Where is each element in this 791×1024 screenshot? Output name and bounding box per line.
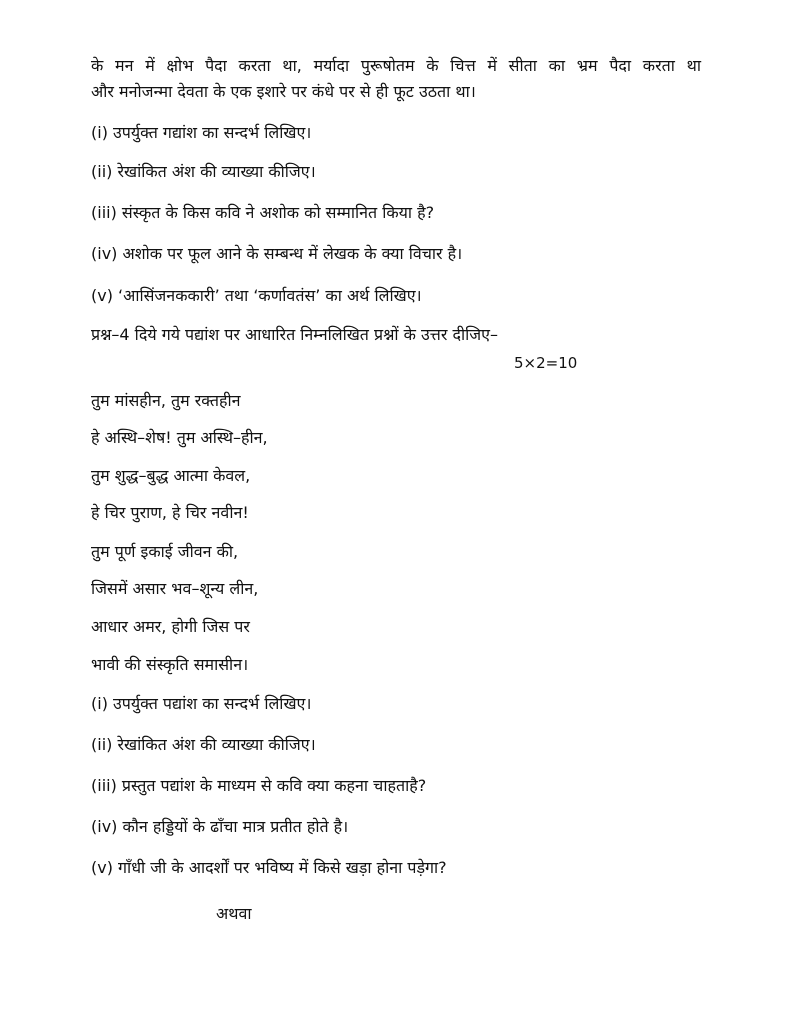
question-4-marks: 5×2=10 [514,354,578,372]
poem-line-8: भावी की संस्कृति समासीन। [91,655,249,674]
prose-question-3: (iii) संस्कृत के किस कवि ने अशोक को सम्मानित किया है? [91,203,435,222]
poem-question-2: (ii) रेखांकित अंश की व्याख्या कीजिए। [91,735,316,754]
poem-question-5: (v) गाँधी जी के आदर्शों पर भविष्य में किसे खड़ा होना पड़ेगा? [91,858,447,877]
poem-question-3: (iii) प्रस्तुत पद्यांश के माध्यम से कवि क्या कहना चाहताहै? [91,776,427,795]
poem-line-3: तुम शुद्ध–बुद्ध आत्मा केवल, [91,466,251,485]
prose-question-4: (iv) अशोक पर फूल आने के सम्बन्ध में लेखक के क्या विचार है। [91,244,463,263]
poem-question-1: (i) उपर्युक्त पद्यांश का सन्दर्भ लिखिए। [91,694,312,713]
poem-question-4: (iv) कौन हड्डियों के ढाँचा मात्र प्रतीत होते है। [91,817,349,836]
passage-line-1: के मन में क्षोभ पैदा करता था, मर्यादा पुरूषोतम के चित्त में सीता का भ्रम पैदा करता था [91,56,701,75]
passage-line-2: और मनोजन्मा देवता के एक इशारे पर कंधे पर से ही फूट उठता था। [91,82,476,101]
poem-line-4: हे चिर पुराण, हे चिर नवीन! [91,503,249,522]
poem-line-6: जिसमें असार भव–शून्य लीन, [91,579,259,598]
poem-line-7: आधार अमर, होगी जिस पर [91,617,250,636]
or-label: अथवा [216,904,252,923]
poem-line-5: तुम पूर्ण इकाई जीवन की, [91,542,239,561]
prose-question-1: (i) उपर्युक्त गद्यांश का सन्दर्भ लिखिए। [91,123,312,142]
poem-line-2: हे अस्थि–शेष! तुम अस्थि–हीन, [91,428,268,447]
poem-line-1: तुम मांसहीन, तुम रक्तहीन [91,391,241,410]
prose-question-2: (ii) रेखांकित अंश की व्याख्या कीजिए। [91,162,316,181]
prose-question-5: (v) ‘आसिंजनककारी’ तथा ‘कर्णावतंस’ का अर्थ लिखिए। [91,286,422,305]
question-4-heading: प्रश्न–4 दिये गये पद्यांश पर आधारित निम्नलिखित प्रश्नों के उत्तर दीजिए– [91,325,498,344]
